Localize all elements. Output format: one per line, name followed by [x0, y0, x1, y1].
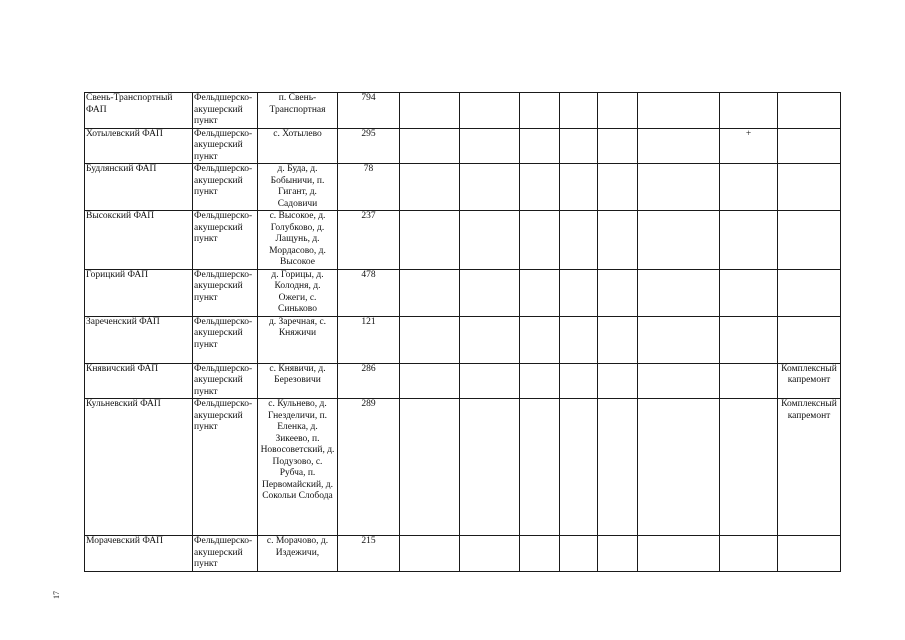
facility-type-cell: Фельдшерско-акушерский пункт [193, 269, 258, 316]
empty-cell [400, 128, 460, 164]
empty-cell [560, 93, 598, 129]
population-cell: 121 [338, 316, 400, 363]
mark-cell [720, 211, 778, 270]
settlements-cell: д. Горицы, д. Колодня, д. Ожеги, с. Синьково [258, 269, 338, 316]
facility-name-cell: Свень-Транспортный ФАП [85, 93, 193, 129]
empty-cell [460, 93, 520, 129]
mark-cell [720, 93, 778, 129]
facility-type-cell: Фельдшерско-акушерский пункт [193, 164, 258, 211]
mark-cell [720, 164, 778, 211]
facility-type-cell: Фельдшерско-акушерский пункт [193, 536, 258, 572]
facility-name-cell: Морачевский ФАП [85, 536, 193, 572]
settlements-cell: д. Заречная, с. Княжичи [258, 316, 338, 363]
empty-cell [638, 536, 720, 572]
empty-cell [638, 93, 720, 129]
table-row [85, 269, 841, 316]
empty-cell [520, 93, 560, 129]
population-cell: 295 [338, 128, 400, 164]
table-row [85, 128, 841, 164]
facilities-table [84, 92, 841, 572]
population-cell: 289 [338, 399, 400, 536]
facility-type-cell: Фельдшерско-акушерский пункт [193, 399, 258, 536]
population-cell: 478 [338, 269, 400, 316]
facility-name-cell: Высокский ФАП [85, 211, 193, 270]
empty-cell [520, 211, 560, 270]
facility-name-cell: Княвичский ФАП [85, 363, 193, 399]
empty-cell [598, 399, 638, 536]
empty-cell [460, 211, 520, 270]
empty-cell [638, 363, 720, 399]
facility-name-cell: Зареченский ФАП [85, 316, 193, 363]
population-cell: 78 [338, 164, 400, 211]
note-cell [778, 536, 841, 572]
table-row [85, 363, 841, 399]
facility-type-cell: Фельдшерско-акушерский пункт [193, 363, 258, 399]
empty-cell [598, 128, 638, 164]
empty-cell [638, 164, 720, 211]
facility-type-cell: Фельдшерско-акушерский пункт [193, 93, 258, 129]
empty-cell [560, 316, 598, 363]
empty-cell [460, 269, 520, 316]
empty-cell [598, 316, 638, 363]
table-row [85, 316, 841, 363]
empty-cell [520, 399, 560, 536]
empty-cell [400, 399, 460, 536]
empty-cell [460, 363, 520, 399]
facility-name-cell: Хотылевский ФАП [85, 128, 193, 164]
empty-cell [520, 269, 560, 316]
empty-cell [560, 269, 598, 316]
population-cell: 215 [338, 536, 400, 572]
empty-cell [400, 93, 460, 129]
empty-cell [598, 269, 638, 316]
facility-type-cell: Фельдшерско-акушерский пункт [193, 128, 258, 164]
table-row [85, 399, 841, 536]
empty-cell [520, 363, 560, 399]
mark-cell [720, 316, 778, 363]
empty-cell [598, 363, 638, 399]
empty-cell [560, 363, 598, 399]
note-cell [778, 164, 841, 211]
empty-cell [638, 128, 720, 164]
table-row [85, 536, 841, 572]
empty-cell [400, 269, 460, 316]
empty-cell [560, 399, 598, 536]
mark-cell [720, 363, 778, 399]
facility-type-cell: Фельдшерско-акушерский пункт [193, 211, 258, 270]
empty-cell [400, 363, 460, 399]
note-cell [778, 211, 841, 270]
note-cell: Комплексный капремонт [778, 399, 841, 536]
empty-cell [638, 399, 720, 536]
settlements-cell: с. Морачово, д. Издежичи, [258, 536, 338, 572]
facility-name-cell: Кульневский ФАП [85, 399, 193, 536]
empty-cell [520, 536, 560, 572]
note-cell: Комплексный капремонт [778, 363, 841, 399]
empty-cell [598, 164, 638, 211]
note-cell [778, 316, 841, 363]
empty-cell [638, 269, 720, 316]
empty-cell [560, 164, 598, 211]
facility-name-cell: Будлянский ФАП [85, 164, 193, 211]
empty-cell [520, 128, 560, 164]
note-cell [778, 93, 841, 129]
empty-cell [460, 316, 520, 363]
mark-cell [720, 399, 778, 536]
table-row [85, 93, 841, 129]
empty-cell [560, 536, 598, 572]
population-cell: 237 [338, 211, 400, 270]
empty-cell [560, 128, 598, 164]
population-cell: 794 [338, 93, 400, 129]
empty-cell [598, 536, 638, 572]
empty-cell [460, 164, 520, 211]
empty-cell [400, 536, 460, 572]
population-cell: 286 [338, 363, 400, 399]
table-row [85, 211, 841, 270]
empty-cell [400, 211, 460, 270]
note-cell [778, 269, 841, 316]
settlements-cell: п. Свень-Транспортная [258, 93, 338, 129]
mark-cell [720, 536, 778, 572]
table-row [85, 164, 841, 211]
facility-name-cell: Горицкий ФАП [85, 269, 193, 316]
empty-cell [460, 128, 520, 164]
empty-cell [400, 164, 460, 211]
settlements-cell: с. Высокое, д. Голубково, д. Лащунь, д. Мордасово, д. Высокое [258, 211, 338, 270]
mark-cell [720, 269, 778, 316]
note-cell [778, 128, 841, 164]
empty-cell [598, 211, 638, 270]
settlements-cell: с. Княвичи, д. Березовичи [258, 363, 338, 399]
empty-cell [460, 536, 520, 572]
empty-cell [520, 316, 560, 363]
page-number: 17 [52, 591, 61, 599]
empty-cell [400, 316, 460, 363]
empty-cell [598, 93, 638, 129]
settlements-cell: с. Кульнево, д. Гнезделичи, п. Еленка, д. Зикеево, п. Новосоветский, д. Подузово, с. Рубча, п. Первомайский, д. Сокольи Слобода [258, 399, 338, 536]
empty-cell [460, 399, 520, 536]
facility-type-cell: Фельдшерско-акушерский пункт [193, 316, 258, 363]
empty-cell [638, 211, 720, 270]
empty-cell [560, 211, 598, 270]
empty-cell [638, 316, 720, 363]
empty-cell [520, 164, 560, 211]
settlements-cell: д. Буда, д. Бобыничи, п. Гигант, д. Садовичи [258, 164, 338, 211]
settlements-cell: с. Хотылево [258, 128, 338, 164]
mark-cell: + [720, 128, 778, 164]
